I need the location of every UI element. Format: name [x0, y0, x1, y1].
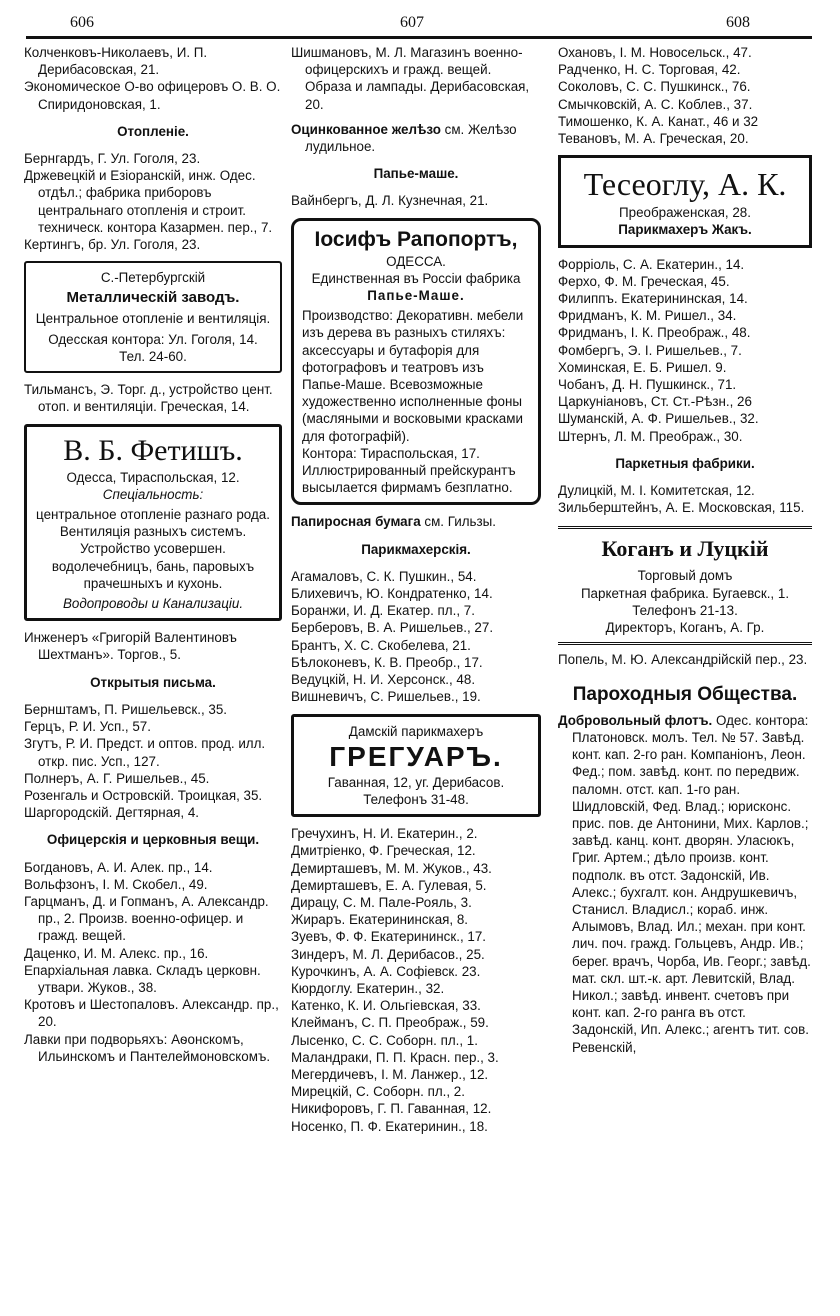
- entry: Демирташевъ, Е. А. Гулевая, 5.: [291, 877, 487, 893]
- entry: Дмитріенко, Ф. Греческая, 12.: [291, 843, 476, 859]
- entry: Зиндеръ, М. Л. Дерибасов., 25.: [291, 946, 485, 962]
- ad-title: Металлическій заводъ.: [66, 289, 240, 307]
- ad-line: Одесская контора: Ул. Гоголя, 14. Тел. 24-60.: [48, 331, 258, 365]
- entry: Дулицкій, М. I. Комитетская, 12.: [558, 483, 755, 499]
- entry: Гарцманъ, Д. и Гопманъ, А. Александр. пр., 2. Произв. военно-офицер. и гражд. вещей.: [24, 893, 269, 944]
- entry: Зуевъ, Ф. Ф. Екатерининск., 17.: [291, 929, 486, 945]
- ad-text: центральное отопленіе разнаго рода. Вентиляція разныхъ системъ. Устройство усовершен. водолечебницъ, бань, паровыхъ прачешныхъ и кухонь.: [36, 507, 270, 591]
- entry: Лавки при подворьяхъ: Аѳонскомъ, Ильинскомъ и Пантелеймоновскомъ.: [24, 1031, 271, 1064]
- entry: Фридманъ, I. К. Преображ., 48.: [558, 325, 751, 341]
- column-608: [558, 44, 812, 1056]
- entry: Мегердичевъ, I. М. Ланжер., 12.: [291, 1066, 489, 1082]
- entry: Штернъ, Л. М. Преображ., 30.: [558, 428, 743, 444]
- entry: Демирташевъ, М. М. Жуков., 43.: [291, 860, 492, 876]
- entry: Брантъ, Х. С. Скобелева, 21.: [291, 637, 471, 653]
- ad-gregoire: [291, 714, 541, 818]
- entry: Згутъ, Р. И. Предст. и оптов. прод. илл. откр. пис. Усп., 127.: [24, 736, 266, 769]
- ad-line: Одесса, Тираспольская, 12.: [66, 469, 240, 485]
- entry: Попель, М. Ю. Александрійскій пер., 23.: [558, 652, 808, 668]
- ad-metal-works: [24, 261, 282, 373]
- page-number-center: 607: [400, 14, 424, 31]
- entry: Дирацу, С. М. Пале-Рояль, 3.: [291, 894, 472, 910]
- entry: Тевановъ, М. А. Греческая, 20.: [558, 131, 749, 147]
- ad-line: Спеціальность:: [102, 486, 204, 502]
- section-heading-cigarette-paper: Папиросная бумага: [291, 514, 421, 530]
- entry: Полнеръ, А. Г. Ришельев., 45.: [24, 770, 210, 786]
- entry: Кротовъ и Шестопаловъ. Александр. пр., 20.: [24, 997, 279, 1030]
- double-rule: [558, 526, 812, 529]
- see-also: см. Желѣзо лудильное.: [305, 121, 517, 155]
- ad-teseoglu: [558, 155, 812, 247]
- ad-line: Преображенская, 28.: [619, 205, 751, 221]
- entry: Шуманскій, А. Ф. Ришельев., 32.: [558, 411, 759, 427]
- entry: Радченко, Н. С. Торговая, 42.: [558, 62, 741, 78]
- entry: Инженеръ «Григорій Валентиновъ Шехтманъ». Торгов., 5.: [24, 630, 237, 663]
- page-number-left: 606: [70, 14, 94, 31]
- page-number-right: 608: [726, 14, 750, 31]
- entry: Экономическое О-во офицеровъ О. В. О. Спиридоновская, 1.: [24, 79, 281, 112]
- entry: Катенко, К. И. Ольгіевская, 33.: [291, 998, 481, 1014]
- header-rule: [26, 36, 812, 39]
- entry: Форріоль, С. А. Екатерин., 14.: [558, 256, 745, 272]
- entry-text: Одес. контора: Платоновск. молъ. Тел. № 57. Завѣд. конт. кап. 2-го ран. Компаніонъ, Леон. Фед.; пом. завѣд. конт. по передвиж. паломн. отст. кап. 1-го ран. Шидловскій, Фед. Влад.; юрисконс. прис. пов. де Антонини, Мих. Карлов.; завѣд. канц. конт. дворян. Уласюкъ, Григ. Артем.; дѣло произв. конт. подполк. въ отст. Задонскій, Ив. Алекс.; бухгалт. кон. Андрушкевичъ, Станисл. Владисл.; кораб. инж. Алымовъ, Влад. Ил.; механ. при конт. лич. поч. гражд. Гольцевъ, Андр. Ив.; берег. врачъ, Чорба, Ив. Георг.; завѣд. мат. скл. шт.-к. арт. Левитскій, Влад. Никол.; завѣд. инвент. счетовъ при конт. кап. 2-го ранга въ отст. Задонскій, Ип. Алекс.; агентъ тит. сов. Ревенскій,: [572, 712, 811, 1055]
- entry: Шаргородскій. Дегтярная, 4.: [24, 805, 199, 821]
- entry: Охановъ, I. М. Новосельск., 47.: [558, 45, 752, 60]
- ad-line: Центральное отопленіе и вентиляція.: [35, 310, 271, 326]
- section-heading-heating: Отопленіе.: [117, 123, 189, 139]
- cross-reference: [291, 121, 541, 155]
- ad-footer: Водопроводы и Канализаціи.: [62, 596, 244, 612]
- entry: Тильмансъ, Э. Торг. д., устройство цент. отоп. и вентиляціи. Греческая, 14.: [24, 382, 273, 415]
- ad-title: Коганъ и Луцкій: [601, 536, 769, 562]
- entry: Боранжи, И. Д. Екатер. пл., 7.: [291, 603, 475, 619]
- section-heading-galvanized: Оцинкованное желѣзо: [291, 121, 441, 137]
- ad-line: Парикмахеръ Жакъ.: [618, 222, 752, 238]
- entry: Вольфзонъ, I. М. Скобел., 49.: [24, 876, 208, 892]
- column-606: [24, 44, 282, 1065]
- ad-title: Іосифъ Рапопортъ,: [314, 227, 518, 251]
- entry: Фридманъ, К. М. Ришел., 34.: [558, 308, 737, 324]
- ad-rapoport: [291, 218, 541, 506]
- double-rule: [558, 642, 812, 645]
- entry: Богдановъ, А. И. Алек. пр., 14.: [24, 859, 213, 875]
- entry: Смычковскій, А. С. Коблев., 37.: [558, 96, 753, 112]
- entry: Соколовъ, С. С. Пушкинск., 76.: [558, 79, 751, 95]
- ad-title: ГРЕГУАРЪ.: [329, 740, 503, 772]
- entry: Курочкинъ, А. А. Софіевск. 23.: [291, 963, 481, 979]
- entry: Бернгардъ, Г. Ул. Гоголя, 23.: [24, 151, 201, 167]
- entry: Ферхо, Ф. М. Греческая, 45.: [558, 273, 730, 289]
- entry: Даценко, И. М. Алекс. пр., 16.: [24, 945, 209, 961]
- entry: Никифоровъ, Г. П. Гаванная, 12.: [291, 1101, 492, 1117]
- entry: Ведуцкій, Н. И. Херсонск., 48.: [291, 672, 476, 688]
- ad-line: Иллюстрированный прейскурантъ высылается фирмамъ безплатно.: [302, 463, 516, 496]
- ad-line: С.-Петербургскій: [100, 270, 206, 286]
- ad-title: В. Б. Фетишъ.: [63, 433, 243, 467]
- entry: Гречухинъ, Н. И. Екатерин., 2.: [291, 826, 478, 842]
- entry: Вишневичъ, С. Ришельев., 19.: [291, 689, 481, 705]
- section-heading-officer: Офицерскія и церковныя вещи.: [46, 832, 260, 848]
- section-heading-steamship: Пароходныя Общества.: [572, 684, 798, 706]
- column-607: [291, 44, 541, 1135]
- entry: Кюрдоглу. Екатерин., 32.: [291, 980, 445, 996]
- ad-line: Контора: Тираспольская, 17.: [302, 445, 480, 461]
- entry: Бернштамъ, П. Ришельевск., 35.: [24, 701, 228, 717]
- section-heading-parquet: Паркетныя фабрики.: [615, 455, 755, 471]
- ad-line: Телефонъ 31-48.: [363, 791, 469, 807]
- section-heading-papier: Папье-маше.: [373, 166, 459, 182]
- entry: Носенко, П. Ф. Екатеринин., 18.: [291, 1118, 488, 1134]
- entry: Колченковъ-Николаевъ, И. П. Дерибасовская, 21.: [24, 45, 208, 78]
- entry-lead: Добровольный флотъ.: [558, 712, 713, 728]
- entry: Блихевичъ, Ю. Кондратенко, 14.: [291, 586, 493, 602]
- ad-line: Торговый домъ: [637, 568, 733, 584]
- ad-line: Папье-Маше.: [367, 288, 465, 304]
- entry-steamship: [558, 712, 812, 1056]
- ad-kogan-lutsky: [558, 535, 812, 636]
- entry: Царкуніановъ, Ст. Ст.-Рѣзн., 26: [558, 394, 752, 410]
- entry: Жираръ. Екатерининская, 8.: [291, 912, 469, 928]
- ad-line: Паркетная фабрика. Бугаевск., 1. Телефонъ 21-13.: [580, 585, 790, 618]
- entry: Лысенко, С. С. Соборн. пл., 1.: [291, 1032, 478, 1048]
- entry: Розенгаль и Островскій. Троицкая, 35.: [24, 787, 263, 803]
- entry: Епархіальная лавка. Складъ церковн. утвари. Жуков., 38.: [24, 962, 261, 995]
- ad-fetish: [24, 424, 282, 622]
- entry: Герцъ, Р. И. Усп., 57.: [24, 719, 151, 735]
- entry: Филиппъ. Екатерининская, 14.: [558, 291, 748, 307]
- ad-line: ОДЕССА.: [386, 253, 446, 269]
- entry: Чобанъ, Д. Н. Пушкинск., 71.: [558, 377, 737, 393]
- entry: Бѣлоконевъ, К. В. Преобр., 17.: [291, 654, 483, 670]
- ad-line: Единственная въ Россіи фабрика: [311, 270, 521, 286]
- section-heading-postcards: Открытыя письма.: [90, 674, 216, 690]
- entry: Хоминская, Е. Б. Ришел. 9.: [558, 359, 727, 375]
- see-also: см. Гильзы.: [424, 514, 496, 530]
- ad-line: Гаванная, 12, уг. Дерибасов.: [327, 774, 505, 790]
- ad-title: Тесеоглу, А. К.: [583, 166, 787, 203]
- entry: Агамаловъ, С. К. Пушкин., 54.: [291, 568, 477, 584]
- entry: Мирецкій, С. Соборн. пл., 2.: [291, 1084, 465, 1100]
- entry: Држевецкій и Езіоранскій, инж. Одес. отдѣл.; фабрика приборовъ центральнаго отопленія и строит. техническ. контора Казармен. пер., 7.: [24, 168, 273, 235]
- entry: Маландраки, П. П. Красн. пер., 3.: [291, 1049, 499, 1065]
- entry: Берберовъ, В. А. Ришельев., 27.: [291, 620, 494, 636]
- section-heading-barbers: Парикмахерскія.: [361, 541, 471, 557]
- entry: Кертингъ, бр. Ул. Гоголя, 23.: [24, 237, 201, 253]
- entry: Клейманъ, С. П. Преображ., 59.: [291, 1015, 489, 1031]
- ad-text: Производство: Декоративн. мебели изъ дерева въ разныхъ стиляхъ: аксессуары и бутафорія для фотографовъ и театровъ изъ Папье-Маше. Всевозможные художественно исполненные фоны (масляными и восковыми красками для фотографій).: [302, 308, 524, 444]
- entry: Фомбергъ, Э. I. Ришельев., 7.: [558, 342, 742, 358]
- entry: Тимошенко, К. А. Канат., 46 и 32: [558, 113, 759, 129]
- ad-line: Директоръ, Коганъ, А. Гр.: [605, 620, 765, 636]
- entry: Шишмановъ, М. Л. Магазинъ военно-офицерскихъ и гражд. вещей. Образа и лампады. Дерибасовская, 20.: [291, 45, 530, 112]
- cross-reference: [291, 513, 541, 530]
- entry: Зильберштейнъ, А. Е. Московская, 115.: [558, 500, 805, 516]
- ad-line: Дамскій парикмахеръ: [348, 723, 484, 739]
- entry: Вайнбергъ, Д. Л. Кузнечная, 21.: [291, 193, 489, 209]
